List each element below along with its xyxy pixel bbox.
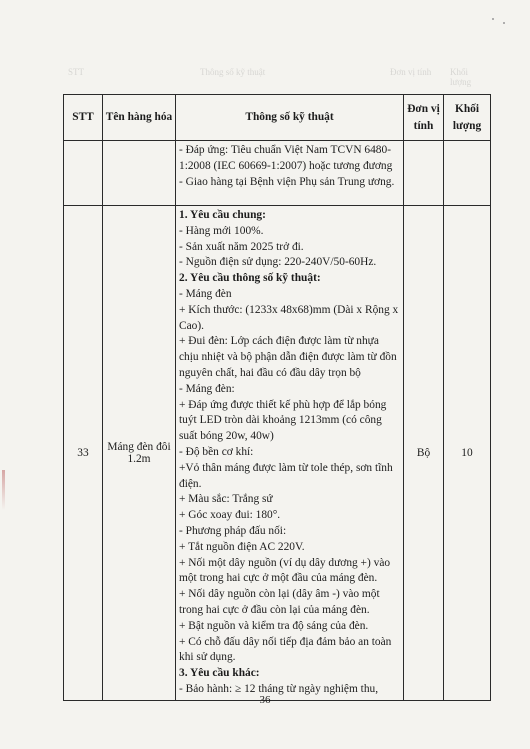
- spec-line: - Máng đèn: [179, 287, 232, 300]
- spec-line: + Nối một dây nguồn (ví dụ dây dương +) vào một trong hai cực ở một đầu của máng đèn.: [179, 556, 391, 585]
- cell-spec-continuation: [176, 141, 404, 206]
- section-heading: 1. Yêu cầu chung:: [179, 209, 266, 221]
- section-heading: 2. Yêu cầu thông số kỹ thuật:: [179, 272, 321, 285]
- spec-line: - Sản xuất năm 2025 trở đi.: [179, 240, 304, 253]
- cell-stt-empty: [64, 141, 103, 206]
- spec-line: - Bảo hành: ≥ 12 tháng từ ngày nghiệm thu,: [179, 682, 379, 695]
- spec-line: + Kích thước: (1233x 48x68)mm (Dài x Rộng x Cao).: [179, 303, 399, 332]
- header-spec: Thông số kỹ thuật: [176, 95, 404, 141]
- cell-qty-empty: [444, 141, 491, 206]
- table-header-row: [64, 95, 491, 141]
- header-qty-label: Khối lượng: [452, 102, 482, 132]
- cell-name: Máng đèn đôi 1.2m: [103, 206, 176, 701]
- cell-stt: 33: [64, 206, 103, 701]
- cell-unit-empty: [404, 141, 444, 206]
- header-unit: [404, 95, 444, 141]
- spec-line: - Nguồn điện sử dụng: 220-240V/50-60Hz.: [179, 256, 377, 269]
- spec-line: - Máng đèn:: [179, 382, 235, 395]
- table-row-item-33: [64, 206, 491, 701]
- spec-line: + Bật nguồn và kiểm tra độ sáng của đèn.: [179, 619, 369, 632]
- spec-line: + Màu sắc: Trắng sứ: [179, 493, 273, 506]
- spec-line: - Hàng mới 100%.: [179, 224, 264, 237]
- specification-table: [63, 94, 491, 701]
- spec-line: - Độ bền cơ khí:: [179, 445, 254, 458]
- spec-line: + Có chỗ đấu dây nối tiếp địa đảm bảo an toàn khi sử dụng.: [179, 635, 392, 664]
- cell-qty: 10: [444, 206, 491, 701]
- spec-line: + Đui đèn: Lớp cách điện được làm từ nhựa chịu nhiệt và bộ phận dẫn điện được làm từ đồn nguyên chất, hai đầu có đầu dây trọn bộ: [179, 335, 397, 379]
- section-heading: 3. Yêu cầu khác:: [179, 667, 260, 680]
- bleed-through-header: STT Thông số kỹ thuật Đơn vị tính Khối lượng: [68, 67, 472, 87]
- cell-spec: [176, 206, 404, 701]
- cell-name-empty: [103, 141, 176, 206]
- cell-unit: Bộ: [404, 206, 444, 701]
- spec-line: + Đáp ứng được thiết kế phù hợp để lắp bóng tuýt LED tròn dài khoảng 1213mm (có công suất bóng 20w, 40w): [179, 398, 387, 443]
- header-qty: [444, 95, 491, 141]
- header-unit-label: Đơn vị tính: [407, 102, 440, 132]
- spec-line: +Vỏ thân máng được làm từ tole thép, sơn tĩnh điện.: [179, 461, 393, 490]
- spec-line: - Phương pháp đấu nối:: [179, 524, 287, 537]
- header-stt: STT: [64, 95, 103, 141]
- scan-speck: [503, 22, 505, 24]
- spec-line: + Tắt nguồn điện AC 220V.: [179, 540, 305, 553]
- table-row-continuation: [64, 141, 491, 206]
- page-number: 36: [259, 694, 271, 706]
- scan-edge-mark: [2, 470, 5, 510]
- header-name: Tên hàng hóa: [103, 95, 176, 141]
- scan-speck: [492, 18, 494, 20]
- spec-line: - Đáp ứng: Tiêu chuẩn Việt Nam TCVN 6480-1:2008 (IEC 60669-1:2007) hoặc tương đương: [179, 144, 393, 172]
- spec-line: + Góc xoay đui: 180°.: [179, 509, 281, 522]
- spec-line: + Nối dây nguồn còn lại (dây âm -) vào một trong hai cực ở đầu còn lại của máng đèn.: [179, 588, 380, 616]
- spec-line: - Giao hàng tại Bệnh viện Phụ sản Trung ương.: [179, 175, 395, 188]
